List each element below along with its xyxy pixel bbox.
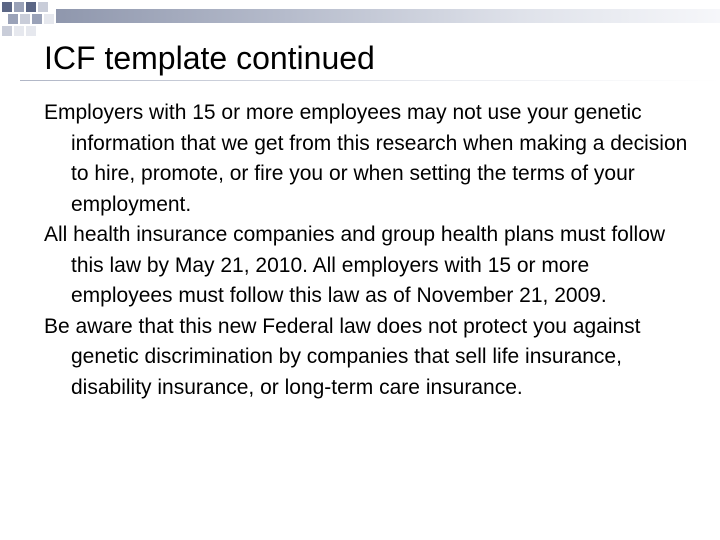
title-divider [20,80,720,81]
checker-square [2,26,12,36]
checker-square [38,2,48,12]
body-paragraph: Employers with 15 or more employees may not use your genetic information that we get from this research when making a decision to hire, promote, or fire you or when setting the terms of your employment. [44,101,688,216]
checker-square [14,26,24,36]
checker-square [32,14,42,24]
header-gradient-band [56,9,720,23]
checker-square [2,2,12,12]
checker-square [44,14,54,24]
body-paragraph: Be aware that this new Federal law does not protect you against genetic discrimination by companies that sell life insurance, disability insurance, or long-term care insurance. [44,314,641,399]
checker-square [26,26,36,36]
checker-square [14,2,24,12]
header-decoration [0,0,720,40]
slide-body [44,98,694,403]
slide-title: ICF template continued [44,40,375,76]
checker-square [8,14,18,24]
body-paragraph: All health insurance companies and group health plans must follow this law by May 21, 2010. All employers with 15 or more employees must follow this law as of November 21, 2009. [44,223,666,307]
checker-square [26,2,36,12]
checker-square [20,14,30,24]
